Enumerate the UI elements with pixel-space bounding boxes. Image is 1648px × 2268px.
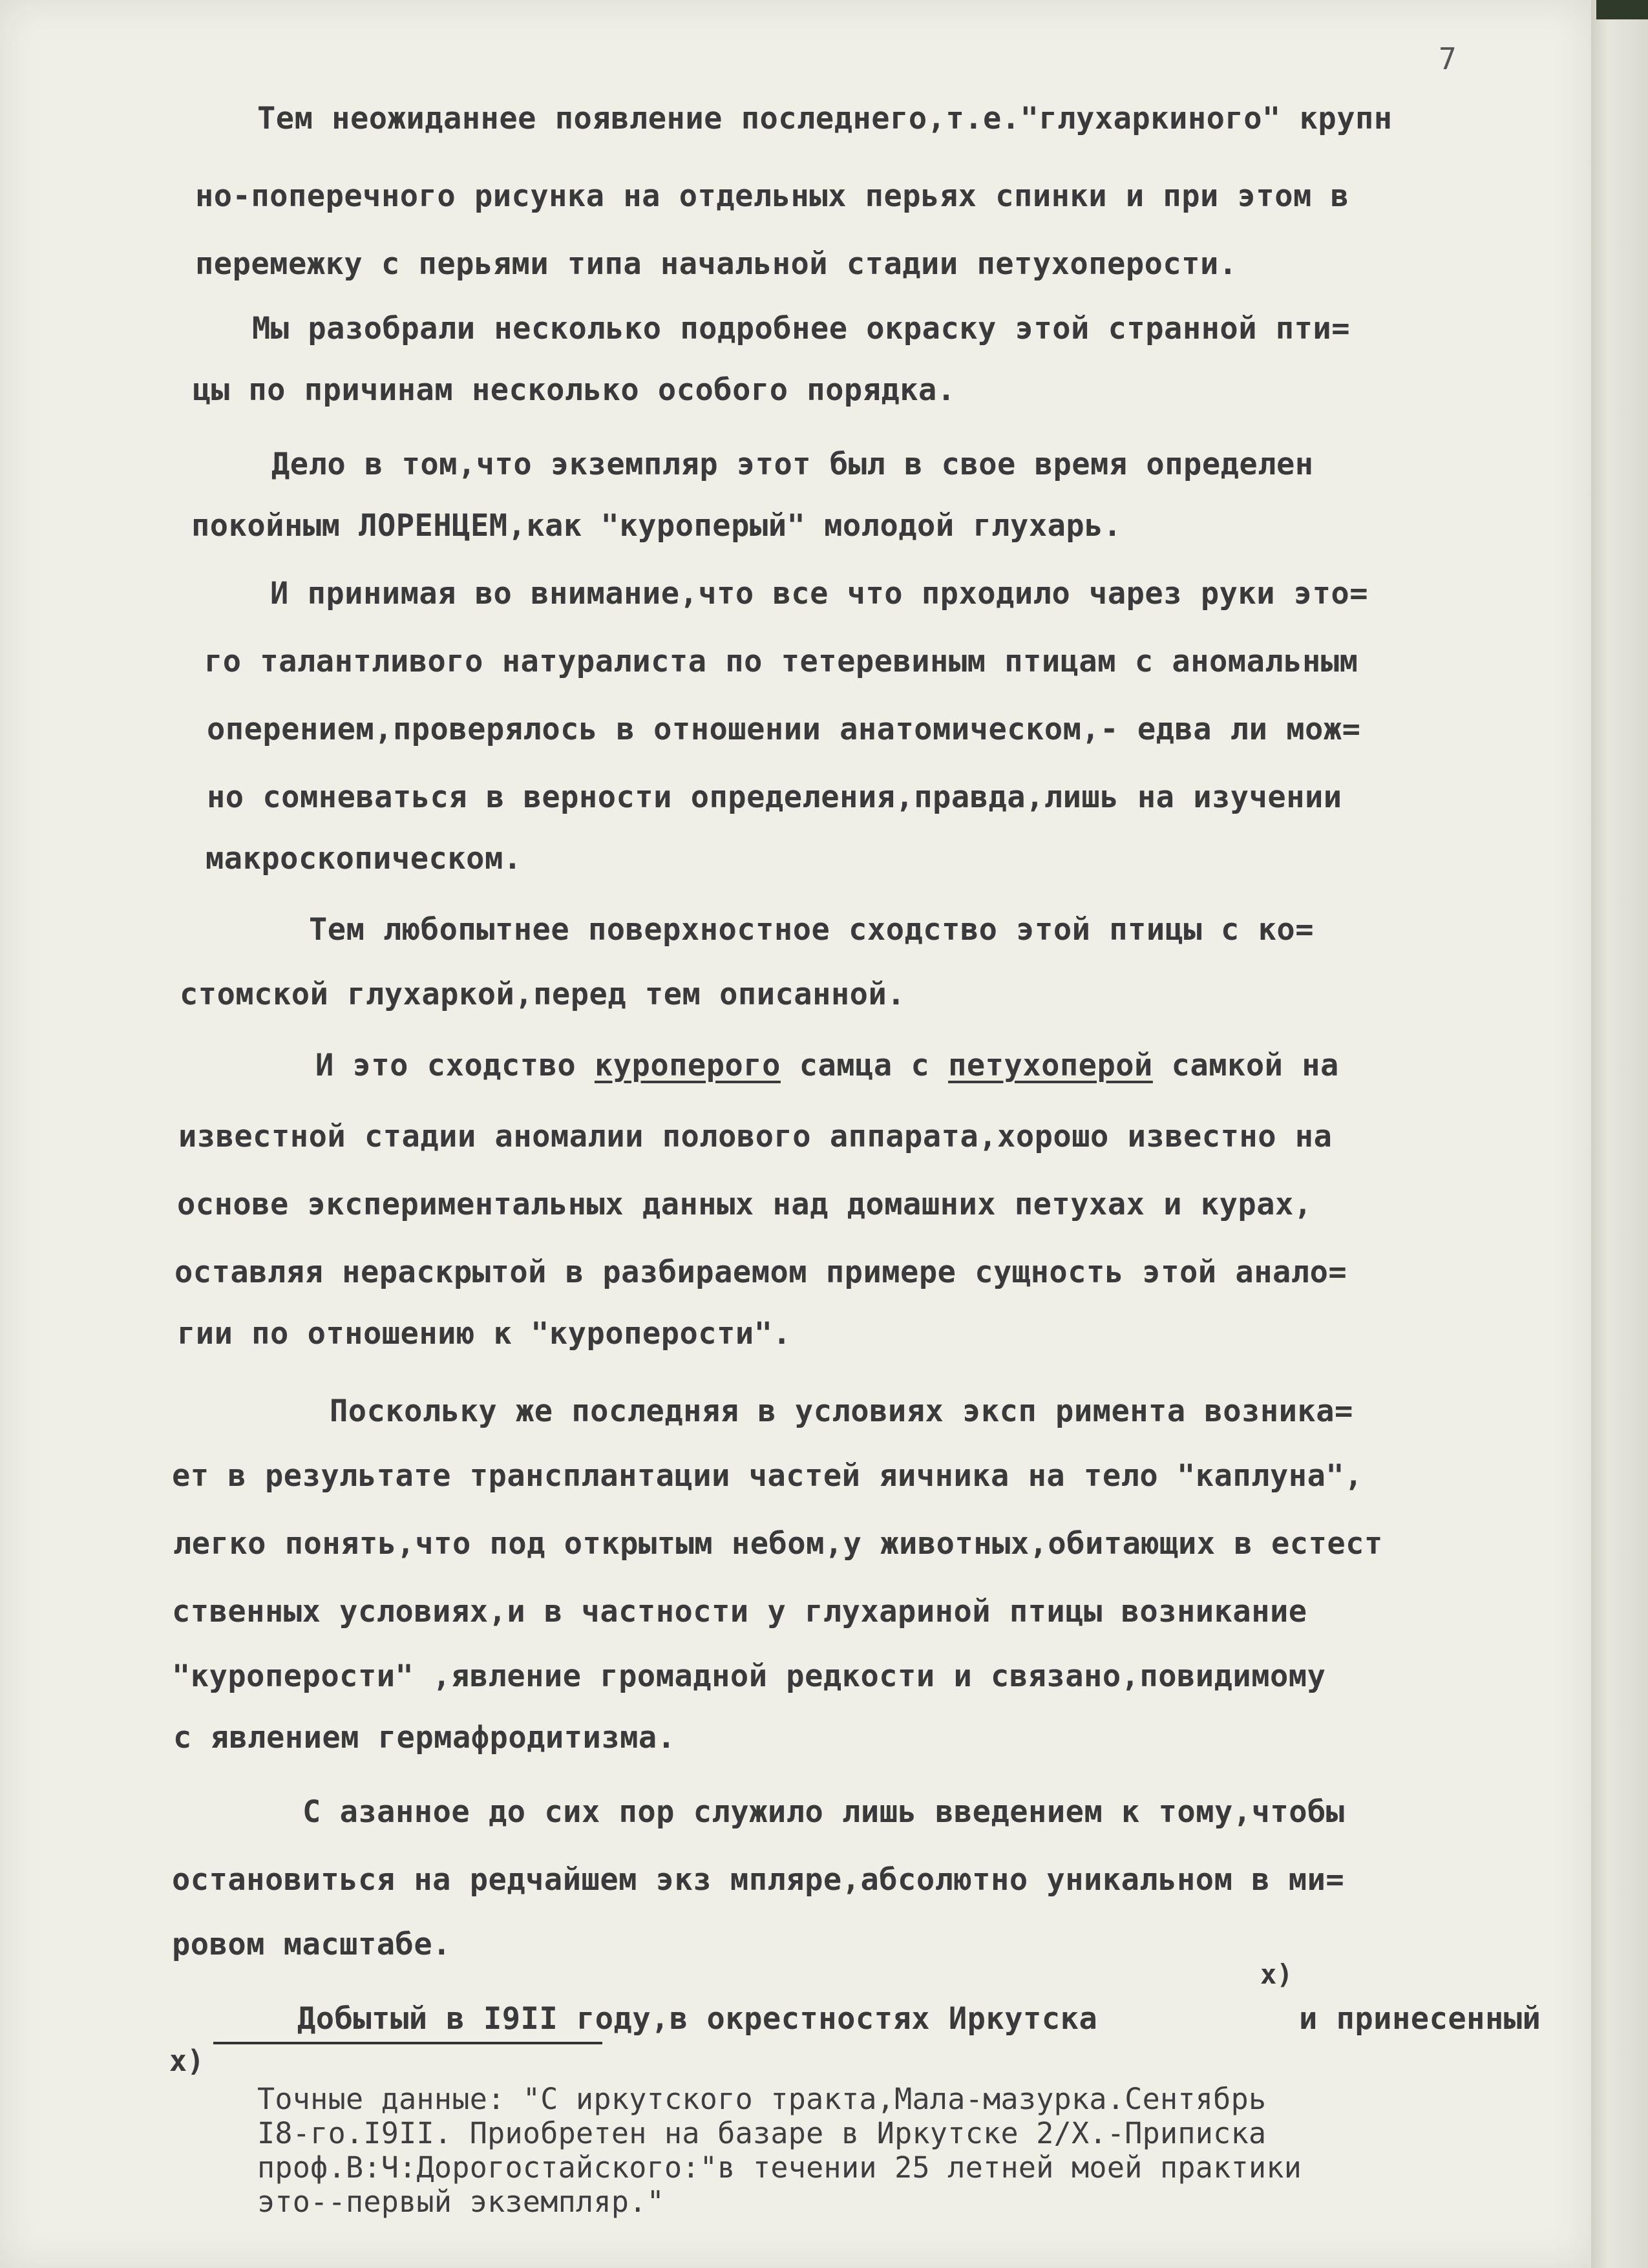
text-line: гии по отношению к "куроперости". <box>177 1316 792 1351</box>
underlined-term-petukhopery: петухоперой <box>948 1048 1153 1083</box>
text-line: ет в результате трансплантации частей яичника на тело "каплуна", <box>172 1458 1363 1494</box>
footnote-reference: х) <box>1260 1958 1293 1990</box>
footnote-line: это--первый экземпляр." <box>257 2185 665 2219</box>
page-number: 7 <box>1439 41 1457 76</box>
text-line: макроскопическом. <box>206 841 522 876</box>
text-line: Дело в том,что экземпляр этот был в свое время определен <box>271 447 1314 482</box>
text-line: Мы разобрали несколько подробнее окраску этой странной пти= <box>252 311 1350 346</box>
text-line <box>315 1050 1339 1081</box>
text-line: И принимая во внимание,что все что прходило чарез руки это= <box>270 576 1368 611</box>
text-line: легко понять,что под открытым небом,у животных,обитающих в естест <box>173 1526 1383 1562</box>
page-edge-dark <box>1596 0 1648 19</box>
text-line: основе экспериментальных данных над домашних петухах и курах, <box>177 1187 1313 1222</box>
text-line: покойным ЛОРЕНЦЕМ,как "куроперый" молодой глухарь. <box>191 508 1122 544</box>
text-line: ровом масштабе. <box>172 1927 451 1962</box>
text-line: с явлением гермафродитизма. <box>173 1720 676 1755</box>
text-line: но сомневаться в верности определения,правда,лишь на изучении <box>207 779 1342 815</box>
text-line: но-поперечного рисунка на отдельных перьях спинки и при этом в <box>195 178 1349 214</box>
text-line: ственных условиях,и в частности у глухариной птицы возникание <box>172 1594 1307 1629</box>
text-line: оставляя нераскрытой в разбираемом примере сущность этой анало= <box>174 1255 1347 1290</box>
text-line: Добытый в I9II году,в окрестностях Иркутска <box>297 2001 1098 2037</box>
text-line: цы по причинам несколько особого порядка. <box>193 372 956 408</box>
text-line: го талантливого натуралиста по тетеревиным птицам с аномальным <box>204 644 1358 679</box>
text-line: перемежку с перьями типа начальной стадии петухоперости. <box>195 246 1238 282</box>
text-line: стомской глухаркой,перед тем описанной. <box>180 977 906 1012</box>
text-fragment: самца с <box>799 1048 930 1083</box>
text-line: известной стадии аномалии полового аппарата,хорошо известно на <box>178 1119 1333 1154</box>
text-line: оперением,проверялось в отношении анатомическом,- едва ли мож= <box>207 712 1361 747</box>
underlined-term-kuropery: куроперого <box>594 1048 781 1083</box>
text-line: Тем неожиданнее появление последнего,т.е."глухаркиного" крупн <box>257 101 1393 136</box>
text-line: С азанное до сих пор служило лишь введением к тому,чтобы <box>302 1794 1345 1830</box>
text-fragment: самкой на <box>1171 1048 1339 1083</box>
text-line: остановиться на редчайшем экз мпляре,абсолютно уникальном в ми= <box>172 1862 1345 1898</box>
footnote-line: проф.В:Ч:Дорогостайского:"в течении 25 летней моей практики <box>257 2150 1302 2185</box>
text-line: и принесенный <box>1299 2001 1541 2037</box>
footnote-line: Точные данные: "С иркутского тракта,Мала-мазурка.Сентябрь <box>257 2082 1267 2116</box>
footnote-mark: х) <box>169 2044 205 2078</box>
text-line: "куроперости" ,явление громадной редкости и связано,повидимому <box>172 1659 1326 1694</box>
footnote-divider <box>213 2042 602 2044</box>
footnote-line: I8-го.I9II. Приобретен на базаре в Иркутске 2/Х.-Приписка <box>257 2116 1267 2150</box>
text-line: Поскольку же последняя в условиях эксп римента возника= <box>330 1394 1353 1429</box>
page-edge <box>1591 0 1648 2268</box>
text-line: Тем любопытнее поверхностное сходство этой птицы с ко= <box>309 912 1315 948</box>
text-fragment: И это сходство <box>315 1048 576 1083</box>
